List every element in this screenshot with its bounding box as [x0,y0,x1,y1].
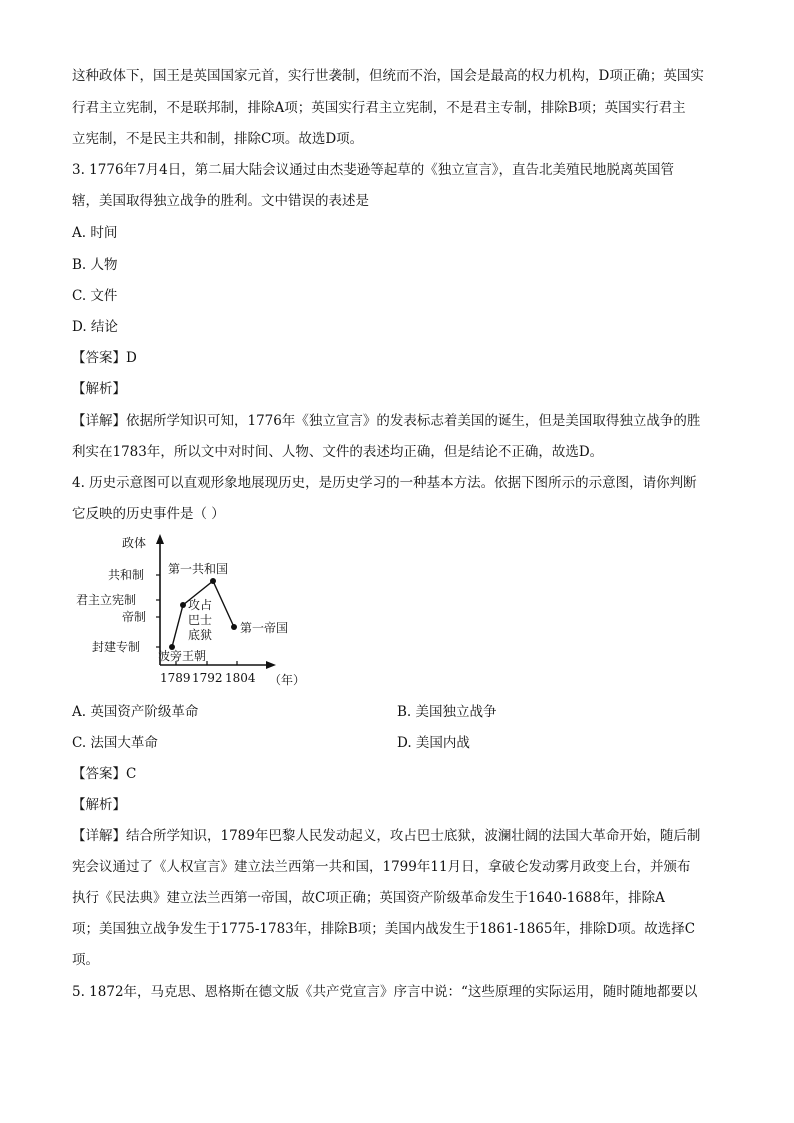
text-line: 立宪制，不是民主共和制，排除C项。故选D项。 [72,131,364,147]
option-d: D. 结论 [72,319,118,335]
option-b: B. 美国独立战争 [397,704,497,720]
x-label-1792: 1792 [192,671,223,685]
text-line: 行君主立宪制，不是联邦制，排除A项；英国实行君主立宪制，不是君主专制，排除B项；英国实行君主 [72,100,686,116]
x-axis-unit: （年） [269,673,306,687]
point-republic [210,578,216,584]
option-c: C. 法国大革命 [72,735,158,751]
question-3-stem: 3. 1776年7月4日，第二届大陆会议通过由杰斐逊等起草的《独立宣言》，直告北美殖民地脱离英国管 [72,162,674,178]
point-bastille [180,602,186,608]
answer-label: 【答案】C [72,766,137,782]
x-axis-arrow [266,661,276,669]
option-a: A. 英国资产阶级革命 [72,704,199,720]
x-label-1789: 1789 [160,671,191,685]
option-d: D. 美国内战 [397,735,470,751]
option-a: A. 时间 [72,225,118,241]
label-bastille-2: 巴士 [188,613,213,627]
label-bastille-1: 攻占 [188,598,213,612]
analysis-label: 【解析】 [72,797,126,813]
text-line: 这种政体下，国王是英国国家元首，实行世袭制，但统而不治，国会是最高的权力机构，D项正确；英国实 [72,68,704,84]
detail-text: 利实在1783年，所以文中对时间、人物、文件的表述均正确，但是结论不正确，故选D。 [72,444,604,460]
detail-text: 【详解】依据所学知识可知，1776年《独立宣言》的发表标志着美国的诞生，但是美国取得独立战争的胜 [72,413,701,429]
option-c: C. 文件 [72,288,118,304]
y-label-constitutional: 君主立宪制 [76,593,137,607]
question-5-stem: 5. 1872年，马克思、恩格斯在德文版《共产党宣言》序言中说：“这些原理的实际运用，随时随地都要以 [72,984,698,1000]
y-label-republic: 共和制 [108,568,145,582]
label-bastille-3: 底狱 [188,628,213,642]
option-b: B. 人物 [72,257,118,273]
answer-label: 【答案】D [72,350,137,366]
label-bourbon: 波旁王朝 [158,649,207,663]
detail-text: 项。 [72,952,99,968]
y-axis-title: 政体 [122,536,147,550]
label-republic: 第一共和国 [168,562,229,576]
question-4-stem-cont: 它反映的历史事件是（ ） [72,506,225,522]
question-3-stem-cont: 辖，美国取得独立战争的胜利。文中错误的表述是 [72,193,369,209]
detail-text: 执行《民法典》建立法兰西第一帝国，故C项正确；英国资产阶级革命发生于1640-1688年，排除A [72,890,665,906]
detail-text: 项；美国独立战争发生于1775-1783年，排除B项；美国内战发生于1861-1865年，排除D项。故选择C [72,921,696,937]
x-label-1804: 1804 [225,671,256,685]
y-axis-arrow [156,534,164,544]
y-label-feudal: 封建专制 [92,640,141,654]
detail-text: 宪会议通过了《人权宣言》建立法兰西第一共和国，1799年11月日，拿破仑发动雾月政变上台，并颁布 [72,859,691,875]
detail-text: 【详解】结合所学知识，1789年巴黎人民发动起义，攻占巴士底狱，波澜壮阔的法国大革命开始，随后制 [72,828,701,844]
question-4-stem: 4. 历史示意图可以直观形象地展现历史，是历史学习的一种基本方法。依据下图所示的示意图，请你判断 [72,475,697,491]
analysis-label: 【解析】 [72,381,126,397]
y-label-empire: 帝制 [122,610,147,624]
label-empire: 第一帝国 [240,621,289,635]
history-diagram [72,530,332,700]
point-empire [231,624,237,630]
